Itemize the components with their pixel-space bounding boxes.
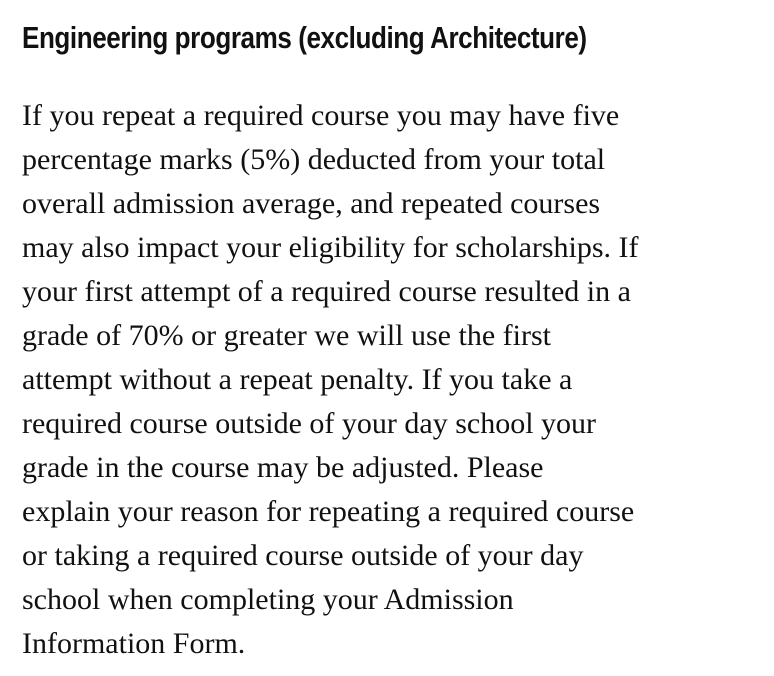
repeat-course-policy-paragraph bbox=[22, 94, 762, 666]
paragraph-line: grade in the course may be adjusted. Please bbox=[22, 451, 544, 484]
paragraph-line: Information Form. bbox=[22, 627, 246, 660]
engineering-programs-section bbox=[22, 16, 762, 666]
section-heading: Engineering programs (excluding Architecture) bbox=[22, 20, 587, 55]
paragraph-line: grade of 70% or greater we will use the first bbox=[22, 319, 551, 352]
paragraph-line: If you repeat a required course you may have five bbox=[22, 99, 620, 132]
paragraph-line: school when completing your Admission bbox=[22, 583, 514, 616]
paragraph-line: attempt without a repeat penalty. If you take a bbox=[22, 363, 573, 396]
paragraph-line: overall admission average, and repeated courses bbox=[22, 187, 601, 220]
paragraph-line: your first attempt of a required course resulted in a bbox=[22, 275, 631, 308]
paragraph-line: or taking a required course outside of your day bbox=[22, 539, 584, 572]
paragraph-line: required course outside of your day school your bbox=[22, 407, 597, 440]
paragraph-line: percentage marks (5%) deducted from your total bbox=[22, 143, 606, 176]
paragraph-line: explain your reason for repeating a required course bbox=[22, 495, 635, 528]
paragraph-line: may also impact your eligibility for scholarships. If bbox=[22, 231, 639, 264]
